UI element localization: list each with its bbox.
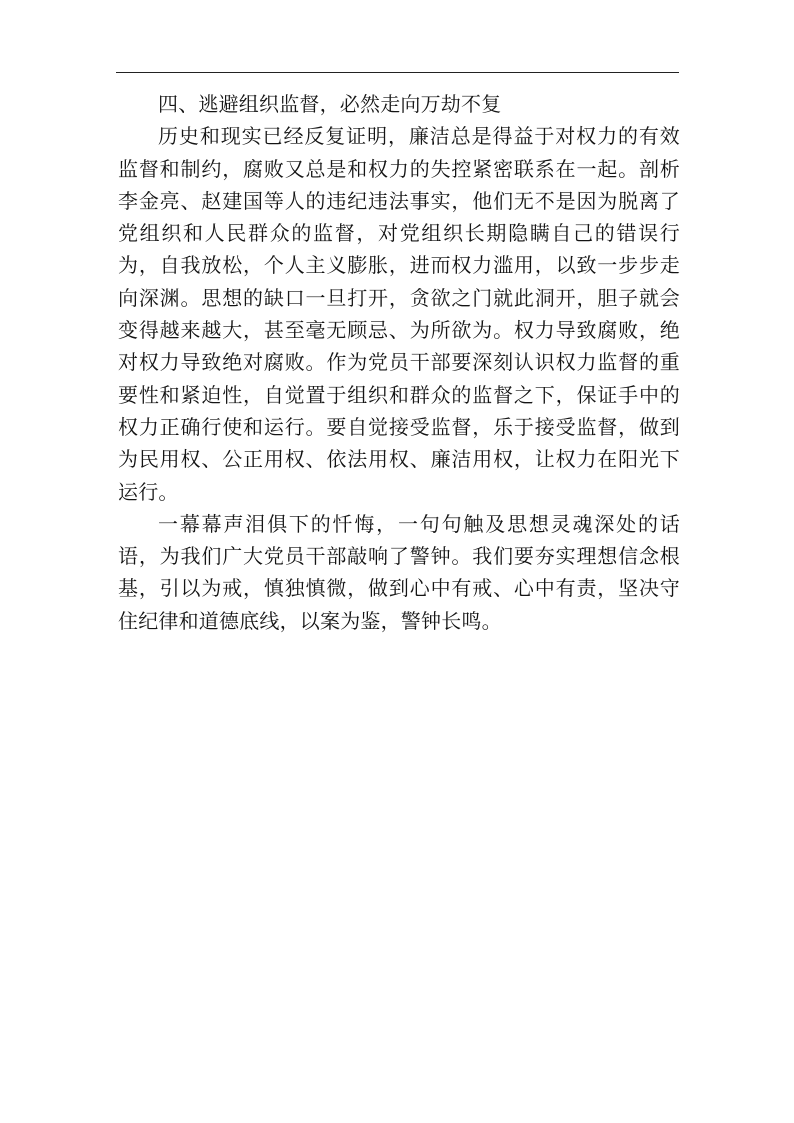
header-rule xyxy=(116,72,679,73)
document-body xyxy=(118,88,680,637)
body-paragraph: 历史和现实已经反复证明，廉洁总是得益于对权力的有效监督和制约，腐败又总是和权力的失控紧密联系在一起。剖析李金亮、赵建国等人的违纪违法事实，他们无不是因为脱离了党组织和人民群众的监督，对党组织长期隐瞒自己的错误行为，自我放松，个人主义膨胀，进而权力滥用，以致一步步走向深渊。思想的缺口一旦打开，贪欲之门就此洞开，胆子就会变得越来越大，甚至毫无顾忌、为所欲为。权力导致腐败，绝对权力导致绝对腐败。作为党员干部要深刻认识权力监督的重要性和紧迫性，自觉置于组织和群众的监督之下，保证手中的权力正确行使和运行。要自觉接受监督，乐于接受监督，做到为民用权、公正用权、依法用权、廉洁用权，让权力在阳光下运行。 xyxy=(118,124,680,504)
section-heading: 四、逃避组织监督，必然走向万劫不复 xyxy=(158,92,502,116)
body-paragraph: 一幕幕声泪俱下的忏悔，一句句触及思想灵魂深处的话语，为我们广大党员干部敲响了警钟。我们要夯实理想信念根基，引以为戒，慎独慎微，做到心中有戒、心中有责，坚决守住纪律和道德底线，以案为鉴，警钟长鸣。 xyxy=(118,511,680,633)
